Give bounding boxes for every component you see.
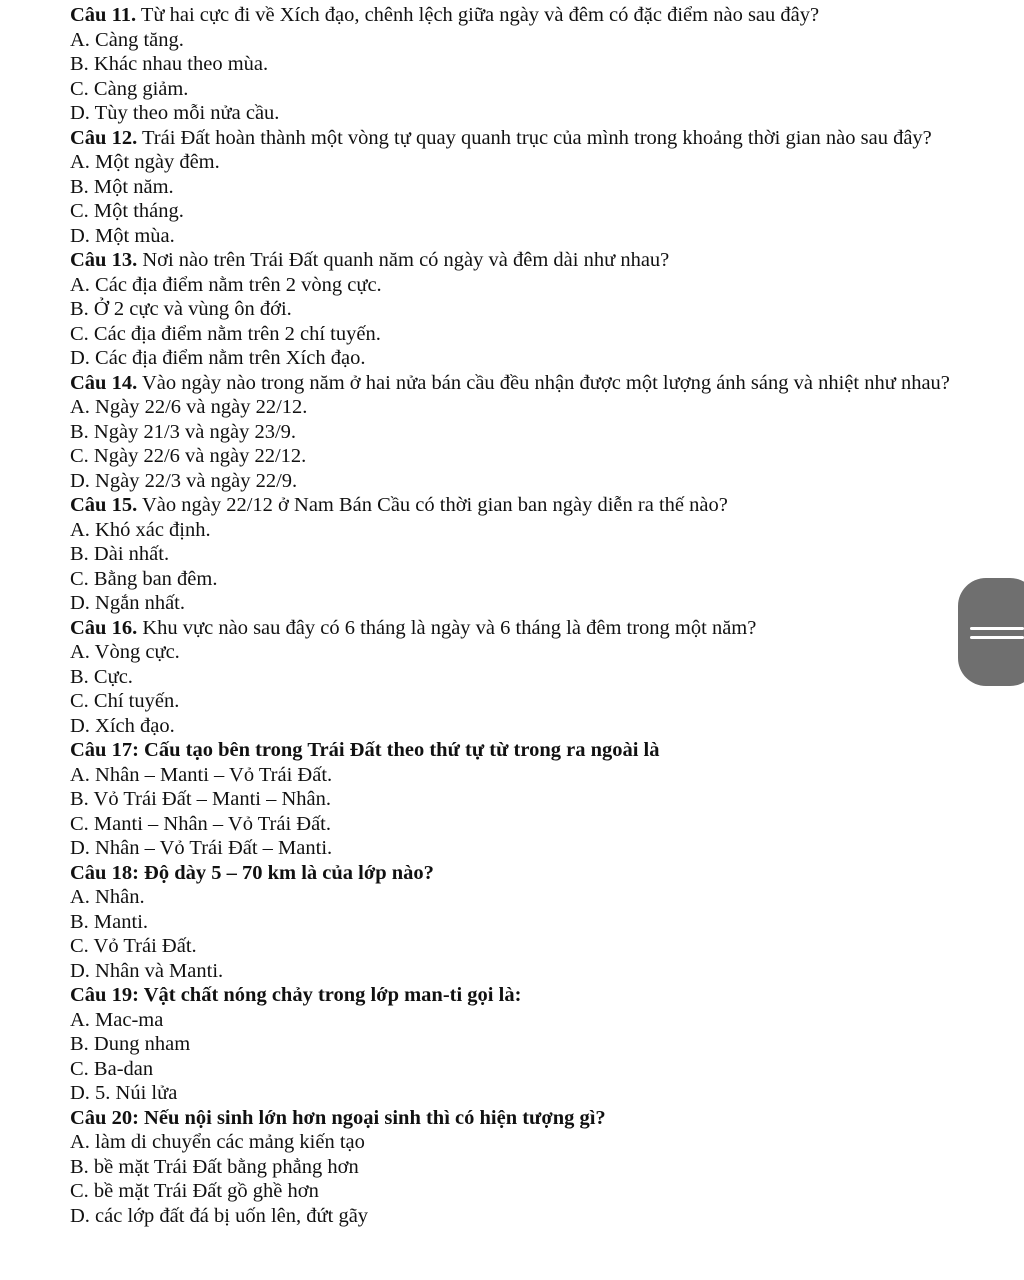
question-stem	[70, 493, 950, 518]
answer-option: A. Ngày 22/6 và ngày 22/12.	[70, 396, 308, 418]
answer-option: B. Dài nhất.	[70, 543, 170, 565]
question-block	[70, 371, 950, 494]
question-block	[70, 126, 950, 249]
question-block	[70, 616, 950, 739]
answer-option: D. Xích đạo.	[70, 714, 175, 737]
question-number: Câu 11.	[70, 4, 137, 26]
question-block	[70, 3, 950, 126]
answer-option: C. Các địa điểm nằm trên 2 chí tuyến.	[70, 322, 381, 345]
question-block	[70, 1106, 950, 1229]
answer-option: D. Ngày 22/3 và ngày 22/9.	[70, 469, 298, 492]
answer-option: D. Nhân và Manti.	[70, 959, 224, 982]
question-text: Vật chất nóng chảy trong lớp man-ti gọi là:	[143, 984, 522, 1006]
question-number: Câu 19:	[70, 984, 139, 1006]
answer-option: C. Manti – Nhân – Vỏ Trái Đất.	[70, 812, 332, 835]
question-stem	[70, 1106, 950, 1131]
question-number: Câu 12.	[70, 126, 138, 149]
question-text: Nơi nào trên Trái Đất quanh năm có ngày và đêm dài như nhau?	[142, 249, 670, 271]
answer-option: C. Ba-dan	[70, 1057, 154, 1080]
answer-option: C. Một tháng.	[70, 200, 184, 222]
question-text: Độ dày 5 – 70 km là của lớp nào?	[144, 861, 434, 884]
question-stem	[70, 371, 950, 396]
question-number: Câu 15.	[70, 494, 138, 516]
question-number: Câu 14.	[70, 371, 138, 394]
answer-option: A. làm di chuyển các mảng kiến tạo	[70, 1131, 365, 1153]
question-text: Vào ngày nào trong năm ở hai nửa bán cầu đều nhận được một lượng ánh sáng và nhiệt như nhau?	[141, 371, 950, 394]
answer-option: D. Tùy theo mỗi nửa cầu.	[70, 102, 280, 124]
question-stem	[70, 126, 950, 151]
answer-option: C. Ngày 22/6 và ngày 22/12.	[70, 445, 307, 467]
answer-option: B. Dung nham	[70, 1033, 191, 1055]
answer-option: A. Một ngày đêm.	[70, 151, 220, 173]
answer-option: B. Vỏ Trái Đất – Manti – Nhân.	[70, 788, 332, 810]
answer-option: C. bề mặt Trái Đất gồ ghề hơn	[70, 1180, 319, 1202]
answer-option: A. Các địa điểm nằm trên 2 vòng cực.	[70, 273, 382, 296]
answer-option: A. Càng tăng.	[70, 28, 184, 51]
question-stem	[70, 3, 950, 28]
answer-option: C. Bằng ban đêm.	[70, 567, 218, 590]
answer-option: D. 5. Núi lửa	[70, 1082, 178, 1104]
question-text: Từ hai cực đi về Xích đạo, chênh lệch giữa ngày và đêm có đặc điểm nào sau đây?	[140, 4, 820, 26]
question-stem	[70, 983, 950, 1008]
answer-option: B. Cực.	[70, 665, 133, 688]
question-text: Trái Đất hoàn thành một vòng tự quay quanh trục của mình trong khoảng thời gian nào sau đây?	[141, 126, 932, 149]
drag-lines-icon	[970, 627, 1024, 630]
answer-option: B. Khác nhau theo mùa.	[70, 53, 269, 75]
question-block	[70, 738, 950, 861]
question-block	[70, 983, 950, 1106]
question-block	[70, 493, 950, 616]
answer-option: D. Nhân – Vỏ Trái Đất – Manti.	[70, 837, 333, 859]
question-text: Vào ngày 22/12 ở Nam Bán Cầu có thời gian ban ngày diễn ra thế nào?	[141, 494, 728, 516]
answer-option: A. Khó xác định.	[70, 518, 211, 541]
answer-option: D. Một mùa.	[70, 224, 175, 247]
answer-option: A. Nhân – Manti – Vỏ Trái Đất.	[70, 763, 333, 786]
answer-option: D. Ngắn nhất.	[70, 592, 186, 614]
answer-option: C. Vỏ Trái Đất.	[70, 935, 197, 957]
question-block	[70, 861, 950, 984]
answer-option: D. Các địa điểm nằm trên Xích đạo.	[70, 347, 366, 369]
question-number: Câu 17:	[70, 739, 139, 761]
answer-option: D. các lớp đất đá bị uốn lên, đứt gãy	[70, 1204, 369, 1227]
question-block	[70, 248, 950, 371]
answer-option: B. Ở 2 cực và vùng ôn đới.	[70, 298, 292, 320]
answer-option: A. Vòng cực.	[70, 641, 180, 663]
question-number: Câu 20:	[70, 1106, 139, 1129]
question-text: Khu vực nào sau đây có 6 tháng là ngày và 6 tháng là đêm trong một năm?	[142, 616, 757, 639]
scroll-handle[interactable]	[958, 578, 1024, 686]
answer-option: B. Ngày 21/3 và ngày 23/9.	[70, 420, 297, 443]
drag-lines-icon	[970, 636, 1024, 639]
question-stem	[70, 616, 950, 641]
answer-option: A. Nhân.	[70, 886, 145, 908]
question-stem	[70, 738, 950, 763]
answer-option: B. bề mặt Trái Đất bằng phẳng hơn	[70, 1155, 359, 1178]
answer-option: C. Càng giảm.	[70, 77, 189, 100]
question-number: Câu 13.	[70, 249, 138, 271]
answer-option: A. Mac-ma	[70, 1008, 164, 1031]
document-page	[70, 3, 950, 1228]
answer-option: B. Manti.	[70, 910, 149, 933]
answer-option: B. Một năm.	[70, 175, 174, 198]
question-number: Câu 16.	[70, 616, 138, 639]
question-number: Câu 18:	[70, 861, 139, 884]
question-stem	[70, 861, 950, 886]
answer-option: C. Chí tuyến.	[70, 690, 180, 712]
question-text: Cấu tạo bên trong Trái Đất theo thứ tự từ trong ra ngoài là	[144, 739, 660, 761]
question-stem	[70, 248, 950, 273]
question-text: Nếu nội sinh lớn hơn ngoại sinh thì có hiện tượng gì?	[144, 1106, 606, 1129]
